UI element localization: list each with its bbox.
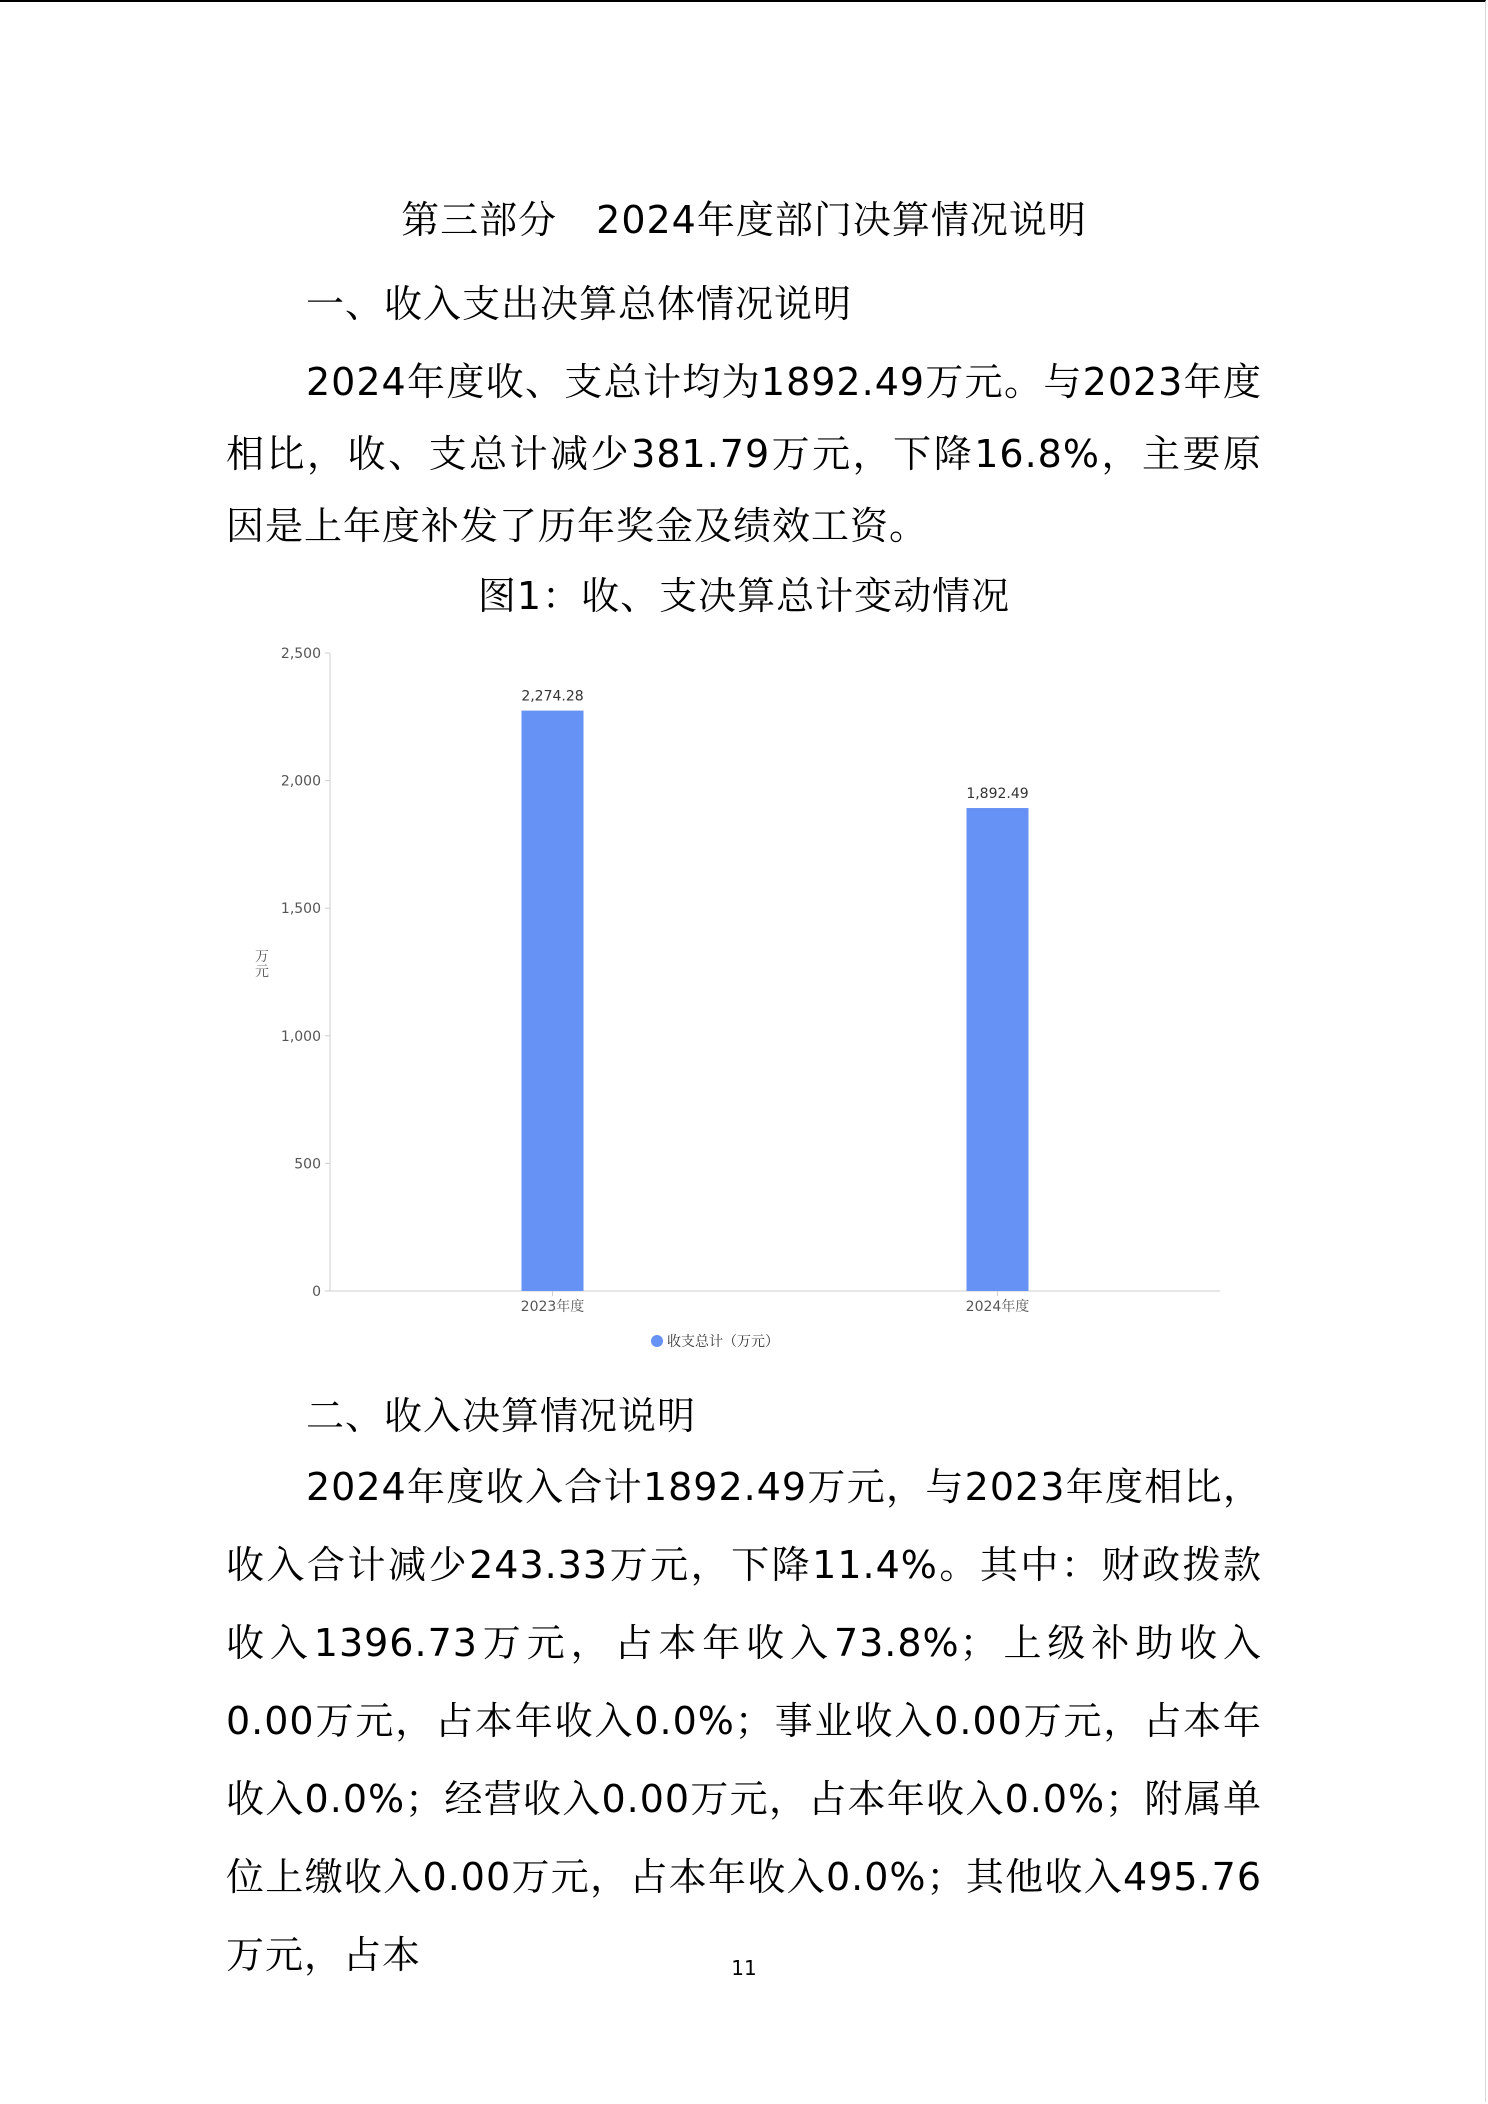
y-tick-label: 0 (312, 1284, 321, 1300)
y-axis-label: 万 (255, 949, 269, 965)
y-tick-label: 1,000 (280, 1028, 321, 1045)
y-tick-label: 500 (294, 1156, 321, 1173)
bar-value-label: 1,892.49 (966, 786, 1029, 803)
x-tick-label: 2024年度 (965, 1299, 1030, 1315)
figure-caption: 图1：收、支决算总计变动情况 (477, 574, 1011, 618)
section-heading-income-expenditure-overview: 一、收入支出决算总体情况说明 (306, 282, 853, 326)
bar-2 (967, 808, 1029, 1291)
section-paragraph-income: 2024年度收入合计1892.49万元，与2023年度相比，收入合计减少243.33万元，下降11.4%。其中：财政拨款收入1396.73万元，占本年收入73.8%；上级补助收入0.00万元，占本年收入0.0%；事业收入0.00万元，占本年收入0.0%；经营收入0.00万元，占本年收入0.0%；附属单位上缴收入0.00万元，占本年收入0.0%；其他收入495.76万元，占本 (226, 1465, 1262, 1977)
legend-label: 收支总计（万元） (667, 1334, 779, 1350)
y-axis-label: 元 (255, 964, 269, 980)
bar-value-label: 2,274.28 (521, 688, 584, 705)
x-tick-label: 2023年度 (520, 1299, 585, 1315)
y-tick-label: 2,000 (280, 773, 321, 790)
section-heading-income: 二、收入决算情况说明 (306, 1394, 697, 1438)
page-number: 11 (731, 1956, 757, 1980)
legend-marker (651, 1335, 663, 1347)
bar-chart (240, 640, 1240, 1360)
y-tick-label: 1,500 (280, 901, 321, 918)
y-tick-label: 2,500 (280, 646, 321, 662)
section-paragraph-overview: 2024年度收、支总计均为1892.49万元。与2023年度相比，收、支总计减少381.79万元，下降16.8%，主要原因是上年度补发了历年奖金及绩效工资。 (226, 360, 1262, 548)
page-title: 第三部分 2024年度部门决算情况说明 (401, 198, 1087, 242)
bar-1 (522, 711, 584, 1291)
